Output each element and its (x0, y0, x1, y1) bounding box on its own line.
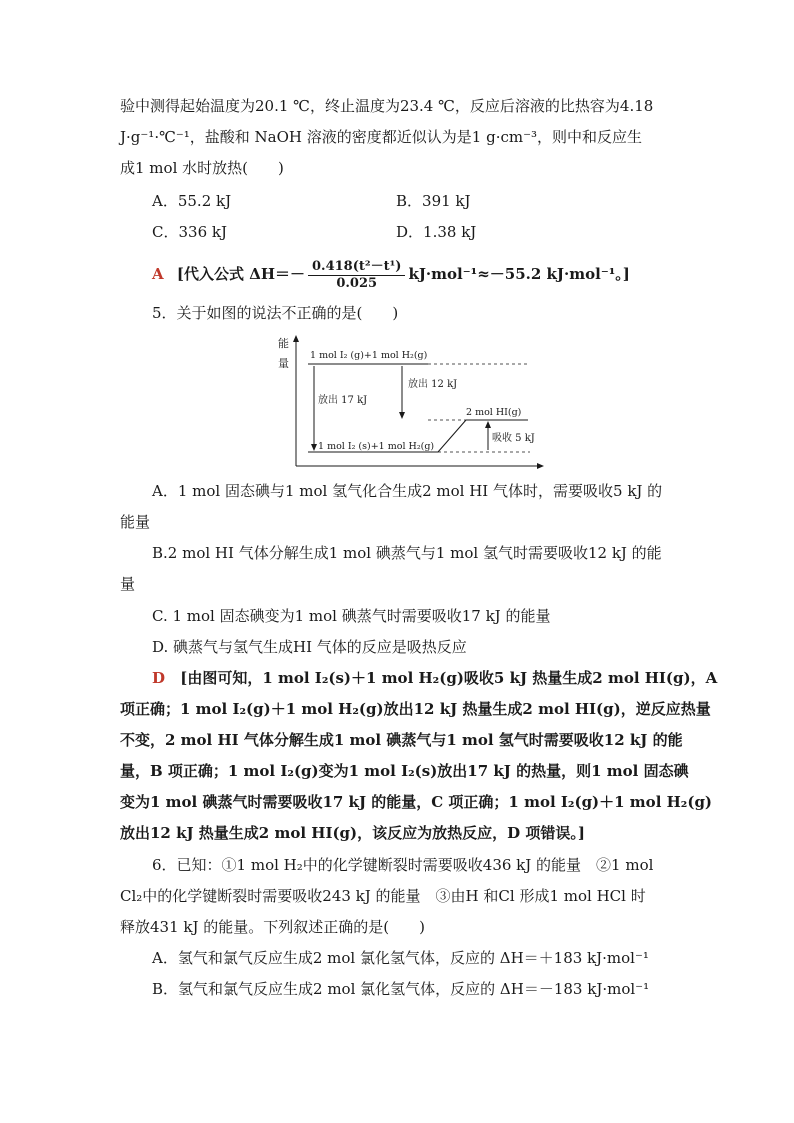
hi-level-label: 2 mol HI(g) (466, 407, 522, 418)
x-axis-arrow (537, 463, 544, 469)
q5-explanation-text-1: [由图可知，1 mol I₂(s)＋1 mol H₂(g)吸收5 kJ 热量生成2 mol HI(g)，A (180, 669, 718, 687)
q4-answer-suffix: kJ·mol⁻¹≈－55.2 kJ·mol⁻¹。] (408, 265, 630, 283)
q5-option-a-line-1: A．1 mol 固态碘与1 mol 氢气化合生成2 mol HI 气体时，需要吸收5 kJ 的 (152, 482, 663, 500)
q4-option-b: B．391 kJ (396, 192, 471, 210)
q4-answer-prefix: [代入公式 ΔH＝－ (176, 265, 306, 283)
q4-stem-line-2: J·g⁻¹·℃⁻¹，盐酸和 NaOH 溶液的密度都近似认为是1 g·cm⁻³，则中和反应生 (120, 128, 643, 146)
release-17-label: 放出 17 kJ (318, 395, 368, 406)
q5-option-d: D. 碘蒸气与氢气生成HI 气体的反应是吸热反应 (152, 638, 467, 656)
absorb-5-label: 吸收 5 kJ (492, 433, 535, 444)
arrow-12kj-head (399, 412, 405, 419)
q4-stem-line-1: 验中测得起始温度为20.1 ℃，终止温度为23.4 ℃，反应后溶液的比热容为4.18 (120, 97, 654, 115)
arrow-17kj-head (311, 444, 317, 451)
q4-stem-line-3: 成1 mol 水时放热( ) (120, 159, 284, 177)
q5-option-a-line-2: 能量 (120, 513, 151, 531)
y-axis-arrow (293, 335, 299, 342)
q6-stem-line-3: 释放431 kJ 的能量。下列叙述正确的是( ) (120, 918, 425, 936)
q5-explanation-line-4: 量，B 项正确；1 mol I₂(g)变为1 mol I₂(s)放出17 kJ 的热量，则1 mol 固态碘 (120, 762, 689, 780)
q5-explanation-line-3: 不变，2 mol HI 气体分解生成1 mol 碘蒸气与1 mol 氢气时需要吸收12 kJ 的能 (120, 731, 683, 749)
energy-diagram (270, 333, 550, 473)
release-12-label: 放出 12 kJ (408, 379, 458, 390)
q5-explanation-line-5: 变为1 mol 碘蒸气时需要吸收17 kJ 的能量，C 项正确；1 mol I₂(g)＋1 mol H₂(g) (120, 793, 713, 811)
q6-stem-line-1: 6．已知：①1 mol H₂中的化学键断裂时需要吸收436 kJ 的能量 ②1 mol (152, 856, 654, 874)
q5-explanation-line-2: 项正确；1 mol I₂(g)＋1 mol H₂(g)放出12 kJ 热量生成2 mol HI(g)，逆反应热量 (120, 700, 711, 718)
q4-answer-fraction (308, 259, 405, 292)
q5-explanation-line-1 (152, 668, 717, 688)
q6-option-b: B．氢气和氯气反应生成2 mol 氯化氢气体，反应的 ΔH＝－183 kJ·mol⁻¹ (152, 980, 650, 998)
arrow-5kj-head (485, 421, 491, 428)
y-axis-label-2: 量 (278, 357, 289, 370)
q6-option-a: A．氢气和氯气反应生成2 mol 氯化氢气体，反应的 ΔH＝＋183 kJ·mol⁻¹ (152, 949, 649, 967)
q4-fraction-denominator: 0.025 (336, 275, 378, 291)
q4-option-c: C．336 kJ (152, 223, 227, 241)
bottom-level-label: 1 mol I₂ (s)+1 mol H₂(g) (318, 441, 435, 452)
q4-option-a: A．55.2 kJ (152, 192, 232, 210)
q5-answer-letter: D (152, 669, 166, 687)
q5-stem: 5．关于如图的说法不正确的是( ) (152, 304, 399, 322)
q5-option-b-line-1: B.2 mol HI 气体分解生成1 mol 碘蒸气与1 mol 氢气时需要吸收12 kJ 的能 (152, 544, 662, 562)
q4-fraction-numerator: 0.418(t²－t¹) (308, 259, 405, 276)
q4-answer-letter: A (152, 265, 164, 283)
q5-option-b-line-2: 量 (120, 575, 136, 593)
q4-option-d: D．1.38 kJ (396, 223, 477, 241)
y-axis-label-1: 能 (278, 337, 289, 350)
q6-stem-line-2: Cl₂中的化学键断裂时需要吸收243 kJ 的能量 ③由H 和Cl 形成1 mol HCl 时 (120, 887, 646, 905)
q5-explanation-line-6: 放出12 kJ 热量生成2 mol HI(g)，该反应为放热反应，D 项错误。] (120, 824, 585, 842)
top-level-label: 1 mol I₂ (g)+1 mol H₂(g) (310, 350, 428, 361)
q4-answer (152, 256, 630, 292)
q5-option-c: C. 1 mol 固态碘变为1 mol 碘蒸气时需要吸收17 kJ 的能量 (152, 607, 551, 625)
transition-slope (438, 420, 466, 452)
